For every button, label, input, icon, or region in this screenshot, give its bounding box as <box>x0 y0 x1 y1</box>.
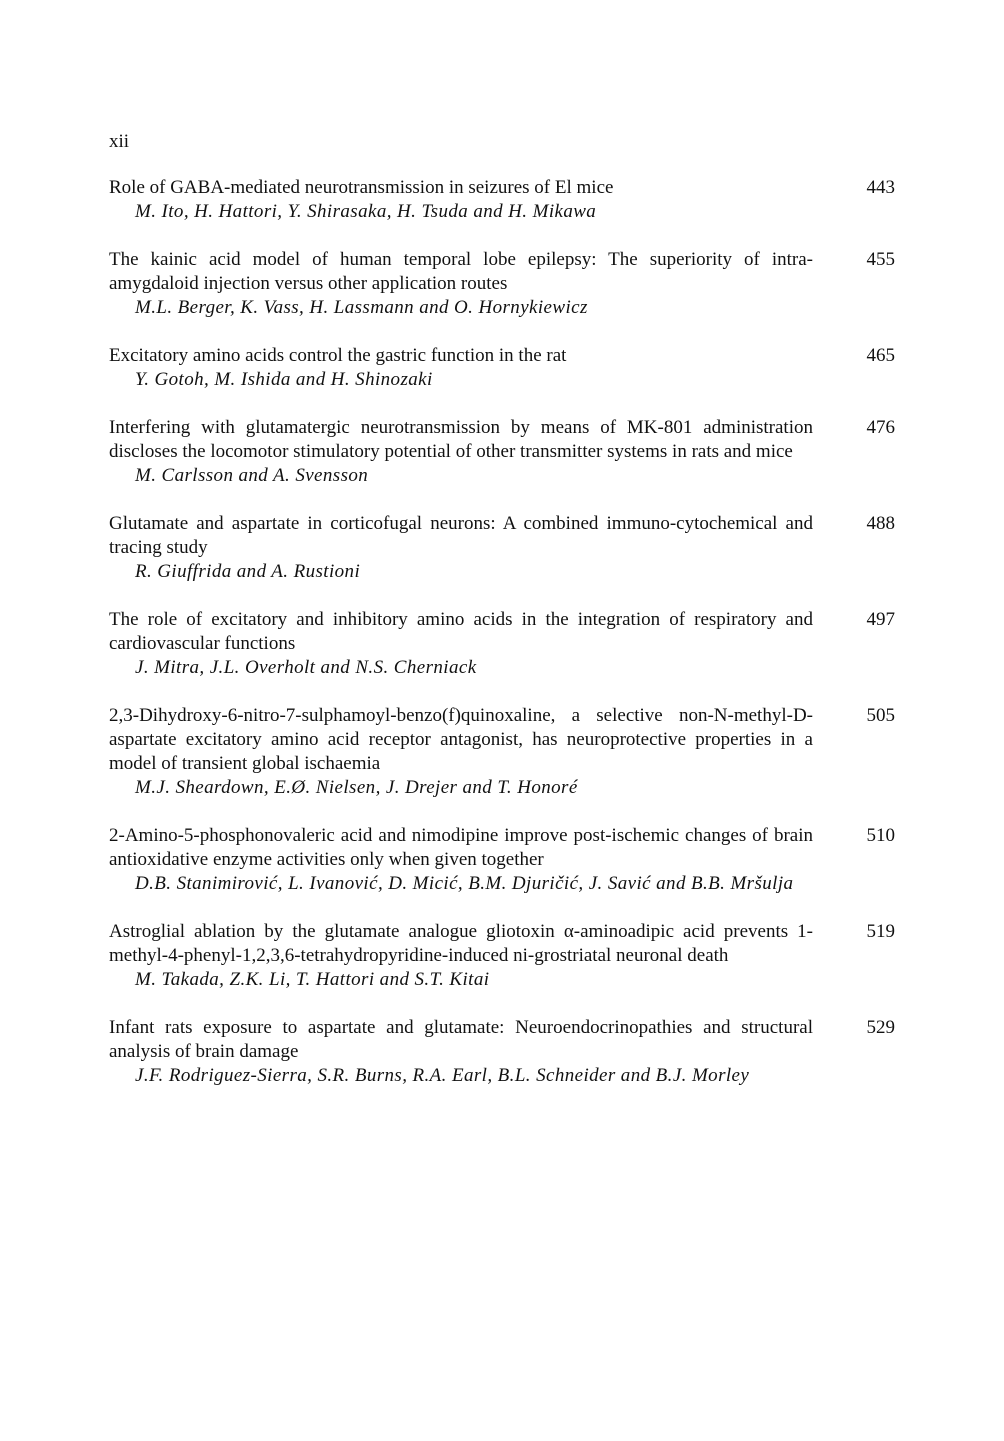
entry-page-number: 465 <box>866 345 895 366</box>
entry-title: 2-Amino-5-phosphonovaleric acid and nimodipine improve post-ischemic changes of brain antioxidative enzyme activities only when given together <box>109 825 813 870</box>
entry-page-number: 455 <box>866 249 895 270</box>
entry-title: Glutamate and aspartate in corticofugal neurons: A combined immuno-cytochemical and tracing study <box>109 513 813 558</box>
entry-authors: R. Giuffrida and A. Rustioni <box>135 561 361 582</box>
toc-entry <box>109 512 895 584</box>
toc-entry <box>109 608 895 680</box>
entry-authors: M. Carlsson and A. Svensson <box>135 465 369 486</box>
toc-entry <box>109 920 895 992</box>
entry-authors: M. Ito, H. Hattori, Y. Shirasaka, H. Tsuda and H. Mikawa <box>135 201 597 222</box>
page-number: xii <box>109 131 130 152</box>
entry-title: Interfering with glutamatergic neurotransmission by means of MK-801 administration discloses the locomotor stimulatory potential of other transmitter systems in rats and mice <box>109 417 813 462</box>
entry-authors: Y. Gotoh, M. Ishida and H. Shinozaki <box>135 369 433 390</box>
entry-page-number: 529 <box>866 1017 895 1038</box>
entry-authors: M.L. Berger, K. Vass, H. Lassmann and O. Hornykiewicz <box>135 297 588 318</box>
entry-title: 2,3-Dihydroxy-6-nitro-7-sulphamoyl-benzo(f)quinoxaline, a selective non-N-methyl-D-aspartate excitatory amino acid receptor antagonist, has neuroprotective properties in a model of transient global ischaemia <box>109 705 813 774</box>
entry-title: The role of excitatory and inhibitory amino acids in the integration of respiratory and cardiovascular functions <box>109 609 813 654</box>
entry-title: Infant rats exposure to aspartate and glutamate: Neuroendocrinopathies and structural analysis of brain damage <box>109 1017 813 1062</box>
entry-title: Role of GABA-mediated neurotransmission in seizures of El mice <box>109 177 614 198</box>
entry-title: Astroglial ablation by the glutamate analogue gliotoxin α-aminoadipic acid prevents 1-methyl-4-phenyl-1,2,3,6-tetrahydropyridine-induced ni-grostriatal neuronal death <box>109 921 813 966</box>
toc-entry <box>109 416 895 488</box>
toc-entry <box>109 176 895 224</box>
entry-page-number: 476 <box>866 417 895 438</box>
entry-title: The kainic acid model of human temporal lobe epilepsy: The superiority of intra-amygdaloid injection versus other application routes <box>109 249 813 294</box>
entry-page-number: 497 <box>866 609 895 630</box>
entry-page-number: 505 <box>866 705 895 726</box>
entry-title: Excitatory amino acids control the gastric function in the rat <box>109 345 567 366</box>
entry-authors: J. Mitra, J.L. Overholt and N.S. Cherniack <box>135 657 477 678</box>
entry-page-number: 488 <box>866 513 895 534</box>
entry-page-number: 443 <box>866 177 895 198</box>
toc-entry <box>109 344 895 392</box>
entry-authors: J.F. Rodriguez-Sierra, S.R. Burns, R.A. Earl, B.L. Schneider and B.J. Morley <box>135 1065 750 1086</box>
toc-entry <box>109 704 895 800</box>
toc-entry <box>109 1016 895 1088</box>
entry-authors: M. Takada, Z.K. Li, T. Hattori and S.T. Kitai <box>135 969 490 990</box>
entry-authors: M.J. Sheardown, E.Ø. Nielsen, J. Drejer and T. Honoré <box>135 777 578 798</box>
entry-authors: D.B. Stanimirović, L. Ivanović, D. Micić, B.M. Djuričić, J. Savić and B.B. Mršulja <box>135 873 794 894</box>
table-of-contents <box>109 176 895 1112</box>
entry-page-number: 519 <box>866 921 895 942</box>
toc-entry <box>109 248 895 320</box>
toc-entry <box>109 824 895 896</box>
entry-page-number: 510 <box>866 825 895 846</box>
